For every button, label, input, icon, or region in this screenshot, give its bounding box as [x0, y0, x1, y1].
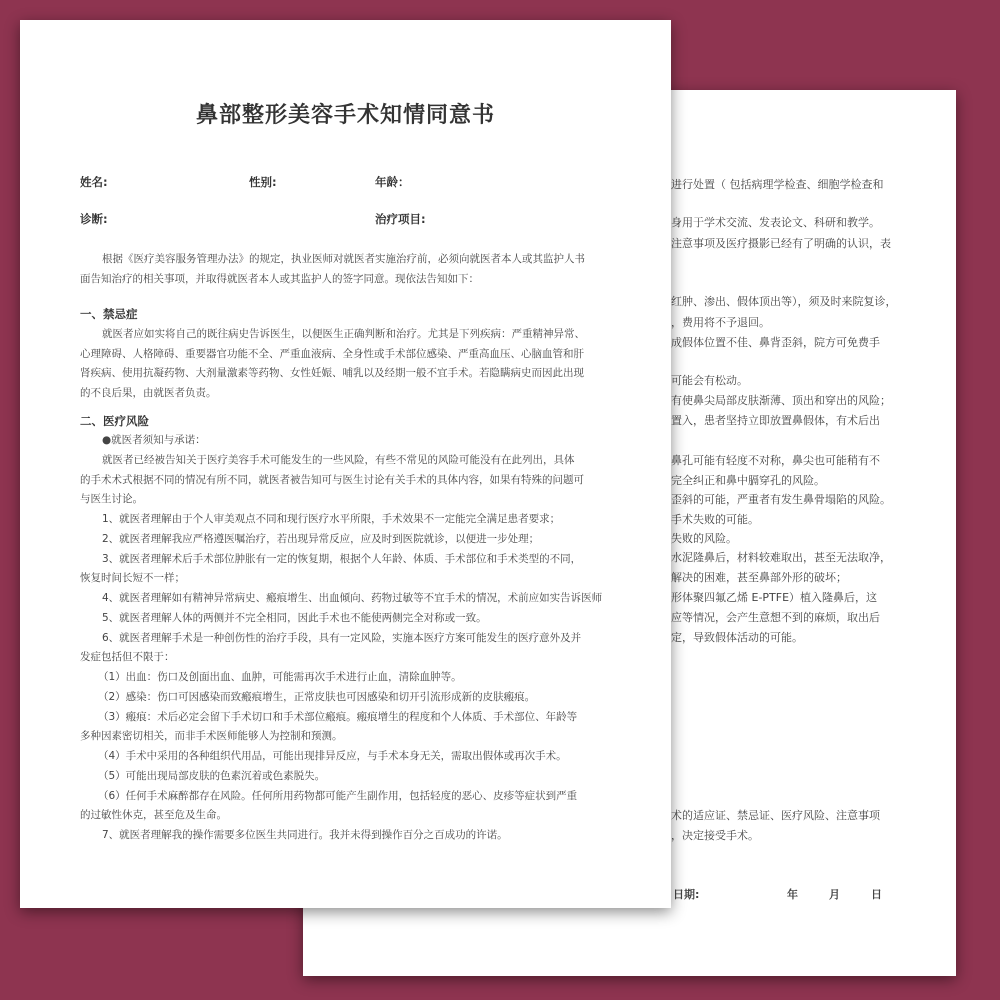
back-page-line: ，费用将不予退回。: [671, 316, 770, 329]
risks-line: 的手术术式根据不同的情况有所不同，就医者被告知可与医生讨论有关手术的具体内容，如果有特殊的问题可: [80, 474, 584, 486]
intro-line: 面告知治疗的相关事项，并取得就医者本人或其监护人的签字同意。现依法告知如下：: [80, 273, 479, 285]
back-page-line: 可能会有松动。: [671, 374, 748, 387]
treatment-field-label: 治疗项目:: [375, 212, 426, 226]
back-page-line: 手术失败的可能。: [671, 513, 759, 526]
contraindications-line: 的不良后果，由就医者负责。: [80, 387, 217, 399]
back-page-line: 水泥隆鼻后，材料较难取出，甚至无法取净，: [671, 551, 891, 564]
date-year: 年: [787, 888, 798, 901]
back-page-line: 置入，患者坚持立即放置鼻假体，有术后出: [671, 414, 880, 427]
back-page-line: 解决的困难，甚至鼻部外形的破坏；: [671, 571, 847, 584]
back-page-line: 注意事项及医疗摄影已经有了明确的认识，表: [671, 237, 891, 250]
back-page-line: ，决定接受手术。: [671, 829, 759, 842]
back-page-line: 失败的风险。: [671, 532, 737, 545]
back-page-line: 形体聚四氟乙烯 E-PTFE）植入隆鼻后，这: [671, 591, 878, 604]
document-title: 鼻部整形美容手术知情同意书: [195, 103, 495, 128]
risks-line: 与医生讨论。: [80, 493, 143, 505]
back-page-line: 术的适应证、禁忌证、医疗风险、注意事项: [671, 809, 880, 822]
risks-line: （3）瘢痕：术后必定会留下手术切口和手术部位瘢痕。瘢痕增生的程度和个人体质、手术部位、年龄等: [98, 711, 578, 723]
back-page-line: 成假体位置不佳、鼻背歪斜，院方可免费手: [671, 336, 880, 349]
contraindications-line: 就医者应如实将自己的既往病史告诉医生，以便医生正确判断和治疗。尤其是下列疾病：严重精神异常、: [102, 328, 585, 340]
risks-line: 7、就医者理解我的操作需要多位医生共同进行。我并未得到操作百分之百成功的许诺。: [102, 829, 508, 841]
risks-line: 2、就医者理解我应严格遵医嘱治疗，若出现异常反应，应及时到医院就诊，以便进一步处理；: [102, 533, 540, 545]
back-page-line: 歪斜的可能，严重者有发生鼻骨塌陷的风险。: [671, 493, 891, 506]
risks-line: 4、就医者理解如有精神异常病史、瘢痕增生、出血倾向、药物过敏等不宜手术的情况，术前应如实告诉医师: [102, 592, 603, 604]
risks-line: 恢复时间长短不一样；: [80, 572, 185, 584]
risks-subheading: ●就医者须知与承诺：: [102, 434, 206, 446]
diagnosis-field-label: 诊断:: [80, 212, 108, 226]
back-page-line: 应等情况，会产生意想不到的麻烦，取出后: [671, 611, 880, 624]
back-page-line: 有使鼻尖局部皮肤渐薄、顶出和穿出的风险；: [671, 394, 891, 407]
risks-line: 就医者已经被告知关于医疗美容手术可能发生的一些风险，有些不常见的风险可能没有在此列出，具体: [102, 454, 575, 466]
risks-line: （2）感染：伤口可因感染而致瘢痕增生，正常皮肤也可因感染和切开引流形成新的皮肤瘢痕。: [98, 691, 536, 703]
risks-line: 多种因素密切相关，而非手术医师能够人为控制和预测。: [80, 730, 343, 742]
back-page-line: 进行处置（ 包括病理学检查、细胞学检查和: [671, 178, 884, 191]
back-page-line: 红肿、渗出、假体顶出等），须及时来院复诊，: [671, 295, 897, 308]
back-page-line: 完全纠正和鼻中膈穿孔的风险。: [671, 474, 825, 487]
risks-line: （4）手术中采用的各种组织代用品，可能出现排异反应，与手术本身无关，需取出假体或再次手术。: [98, 750, 567, 762]
risks-line: 发症包括但不限于：: [80, 651, 175, 663]
back-page-line: 定，导致假体活动的可能。: [671, 631, 803, 644]
risks-line: 的过敏性休克，甚至危及生命。: [80, 809, 227, 821]
risks-line: （6）任何手术麻醉都存在风险。任何所用药物都可能产生副作用，包括轻度的恶心、皮疹等症状到严重: [98, 790, 578, 802]
back-page-line: 鼻孔可能有轻度不对称，鼻尖也可能稍有不: [671, 454, 880, 467]
risks-line: 3、就医者理解术后手术部位肿胀有一定的恢复期，根据个人年龄、体质、手术部位和手术类型的不同，: [102, 553, 582, 565]
risks-line: 1、就医者理解由于个人审美观点不同和现行医疗水平所限，手术效果不一定能完全满足患者要求；: [102, 513, 561, 525]
contraindications-line: 心理障碍、人格障碍、重要器官功能不全、严重血液病、全身性或手术部位感染、严重高血压、心脑血管和肝: [80, 348, 584, 360]
date-month: 月: [829, 888, 840, 901]
risks-line: （1）出血：伤口及创面出血、血肿，可能需再次手术进行止血，清除血肿等。: [98, 671, 462, 683]
contraindications-line: 肾疾病、使用抗凝药物、大剂量激素等药物、女性妊娠、哺乳以及经期一般不宜手术。若隐瞒病史而因此出现: [80, 367, 584, 379]
section-heading-contraindications: 一、禁忌症: [80, 307, 138, 321]
age-field-label: 年龄：: [375, 175, 410, 189]
intro-line: 根据《医疗美容服务管理办法》的规定，执业医师对就医者实施治疗前，必须向就医者本人或其监护人书: [102, 253, 585, 265]
risks-line: （5）可能出现局部皮肤的色素沉着或色素脱失。: [98, 770, 326, 782]
gender-field-label: 性别:: [249, 175, 277, 189]
date-day: 日: [871, 888, 882, 901]
back-page-line: 身用于学术交流、发表论文、科研和教学。: [671, 216, 880, 229]
section-heading-medical-risks: 二、医疗风险: [80, 414, 149, 428]
front-page: [20, 20, 671, 908]
name-field-label: 姓名:: [80, 175, 108, 189]
risks-line: 5、就医者理解人体的两侧并不完全相同，因此手术也不能使两侧完全对称或一致。: [102, 612, 487, 624]
risks-line: 6、就医者理解手术是一种创伤性的治疗手段，具有一定风险，实施本医疗方案可能发生的医疗意外及并: [102, 632, 582, 644]
date-label: 日期:: [673, 888, 700, 901]
